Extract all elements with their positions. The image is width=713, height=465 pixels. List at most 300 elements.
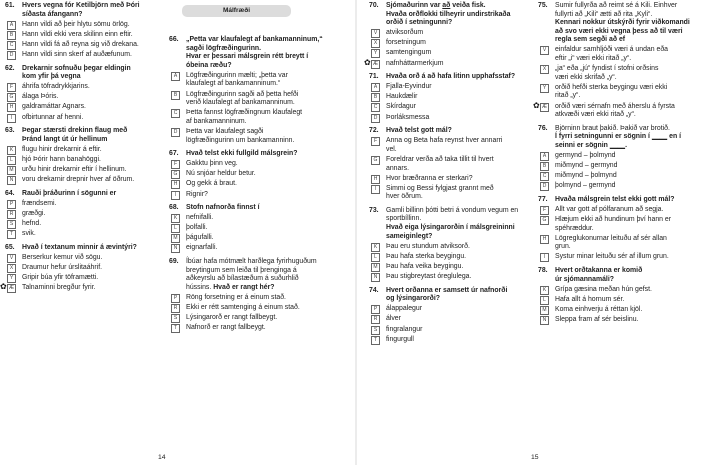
answer-option[interactable] xyxy=(538,296,710,305)
answer-text: Lögfræðingurinn mælti; „þetta var klaufalegt af bankamanninum.“ xyxy=(186,71,288,88)
answer-option[interactable] xyxy=(5,51,165,60)
question-header xyxy=(5,127,165,136)
answer-letter-box[interactable]: X xyxy=(7,264,16,273)
question xyxy=(533,2,710,120)
answer-letter-box[interactable]: S xyxy=(171,314,180,323)
answer-text: orðið væri sérnafn með áherslu á fyrsta atkvæði væri ekki ritað „y“. xyxy=(555,102,675,119)
answer-letter-box[interactable]: D xyxy=(7,51,16,60)
answer-letter-box[interactable]: S xyxy=(7,220,16,229)
answer-option[interactable] xyxy=(369,305,534,314)
answer-letter-box[interactable]: V xyxy=(371,29,380,38)
answer-letter-box[interactable]: A xyxy=(7,21,16,30)
answer-letter-box[interactable]: M xyxy=(7,166,16,175)
answer-marker xyxy=(538,306,555,314)
answer-letter-box[interactable]: X xyxy=(540,65,549,74)
answer-marker xyxy=(5,166,22,174)
answer-letter-box[interactable]: Æ xyxy=(373,60,378,67)
answer-marker xyxy=(5,176,22,184)
question xyxy=(5,190,165,239)
question-text: Gamli billinn þótti betri á vondum vegum en xyxy=(386,206,519,214)
answer-text: hefnd. xyxy=(22,219,42,227)
answer-text: einfaldur samhljóði væri á undan eða eftir „i“ væri ekki ritað „y“. xyxy=(555,46,668,63)
answer-letter-box[interactable]: M xyxy=(371,263,380,272)
question-text: Hvers vegna fór Ketilbjörn með Þóri xyxy=(22,2,140,9)
answer-letter-box[interactable]: G xyxy=(540,216,549,225)
answer-letter-box[interactable]: H xyxy=(540,235,549,244)
answer-option[interactable] xyxy=(538,235,710,252)
answer-option[interactable] xyxy=(5,176,165,185)
answer-letter-box[interactable]: K xyxy=(171,214,180,223)
question-header xyxy=(369,2,534,11)
answer-text: Hafa allt á hornum sér. xyxy=(555,295,625,303)
question-number: 62. xyxy=(5,64,15,72)
answer-option[interactable] xyxy=(5,41,165,50)
answer-option[interactable] xyxy=(5,146,165,155)
answer-letter-box[interactable]: A xyxy=(540,152,549,161)
answer-marker xyxy=(369,93,386,101)
question-text-line: hússins. Hvað er rangt hér? xyxy=(186,283,275,291)
question-number: 72. xyxy=(369,127,379,135)
answer-option[interactable] xyxy=(538,206,710,215)
answer-letter-box[interactable]: F xyxy=(371,137,380,146)
question-text: Hvert orðtakanna er komið xyxy=(555,267,643,275)
answer-letter-box[interactable]: C xyxy=(171,109,180,118)
answer-option[interactable] xyxy=(169,234,349,243)
answer-option[interactable] xyxy=(169,191,349,200)
answer-text: Þorláksmessa xyxy=(386,113,430,121)
answer-option[interactable] xyxy=(538,84,710,101)
question-header xyxy=(538,267,710,276)
question-number: 67. xyxy=(169,150,179,158)
question xyxy=(5,65,165,123)
question-number: 64. xyxy=(5,189,15,197)
answer-text: nefnifalli. xyxy=(186,214,214,222)
answer-marker xyxy=(0,282,22,292)
answer-option[interactable] xyxy=(369,253,534,262)
answer-option[interactable] xyxy=(369,93,534,102)
left-page xyxy=(0,0,356,465)
answer-marker xyxy=(369,263,386,271)
answer-letter-box[interactable]: N xyxy=(171,244,180,253)
answer-text: þágufalli. xyxy=(186,234,214,242)
answer-option[interactable] xyxy=(169,314,349,323)
answer-option[interactable] xyxy=(169,294,349,303)
answer-option[interactable] xyxy=(5,254,165,263)
answer-option[interactable] xyxy=(169,304,349,313)
question-text-line: sportbíllinn. xyxy=(386,215,422,223)
answer-option[interactable] xyxy=(369,185,534,202)
answer-letter-box[interactable]: L xyxy=(540,296,549,305)
answer-marker xyxy=(169,191,186,199)
question-header xyxy=(5,190,165,199)
answer-option[interactable] xyxy=(5,21,165,30)
answer-option[interactable] xyxy=(0,282,165,293)
answer-option[interactable] xyxy=(169,109,349,126)
answer-marker xyxy=(369,39,386,47)
answer-letter-box[interactable]: D xyxy=(171,128,180,137)
answer-option[interactable] xyxy=(5,156,165,165)
question-text: Íbúar hafa mótmælt harðlega fyrirhuguðum xyxy=(186,258,317,266)
answer-marker xyxy=(5,200,22,208)
answer-letter-box[interactable]: P xyxy=(371,305,380,314)
answer-letter-box[interactable]: V xyxy=(540,46,549,55)
question-number: 73. xyxy=(369,206,379,214)
answer-letter-box[interactable]: K xyxy=(540,286,549,295)
answer-option[interactable] xyxy=(369,315,534,324)
answer-letter-box[interactable]: R xyxy=(171,304,180,313)
answer-letter-box[interactable]: T xyxy=(7,230,16,239)
answer-text: þolmynd – germynd xyxy=(555,182,616,190)
answer-marker xyxy=(5,31,22,39)
answer-letter-box[interactable]: P xyxy=(171,294,180,303)
answer-marker xyxy=(538,216,555,224)
answer-letter-box[interactable]: I xyxy=(7,114,16,123)
answer-letter-box[interactable]: Æ xyxy=(9,285,14,292)
answer-text: Systur minar leituðu sér af illum grun. xyxy=(555,253,669,261)
question-number: 76. xyxy=(538,124,548,132)
answer-text: Þau hafa veika beygingu. xyxy=(386,262,464,270)
answer-option[interactable] xyxy=(169,128,349,145)
answer-option[interactable] xyxy=(169,170,349,179)
answer-marker xyxy=(5,83,22,91)
answer-letter-box[interactable]: B xyxy=(371,93,380,102)
answer-text: Hann vildi ekki vera skilinn einn eftir. xyxy=(22,30,133,38)
answer-option[interactable] xyxy=(169,324,349,333)
question xyxy=(169,258,349,333)
right-column-1 xyxy=(364,2,534,349)
answer-option[interactable] xyxy=(169,214,349,223)
answer-text: voru drekarnir drepnir hver af öðrum. xyxy=(22,176,135,184)
answer-letter-box[interactable]: X xyxy=(371,39,380,48)
answer-letter-box[interactable]: P xyxy=(7,200,16,209)
answer-letter-box[interactable]: F xyxy=(171,160,180,169)
answer-letter-box[interactable]: D xyxy=(371,114,380,123)
answer-marker xyxy=(538,253,555,261)
answer-marker xyxy=(5,156,22,164)
answer-marker xyxy=(369,326,386,334)
star-icon: ✿ xyxy=(533,100,540,110)
answer-marker xyxy=(5,21,22,29)
section-badge: Málfræði xyxy=(182,5,291,17)
answer-letter-box[interactable]: Y xyxy=(371,49,380,58)
question-header xyxy=(169,36,349,45)
question-text-line: og lýsingarorði? xyxy=(386,295,440,303)
answer-text: samtengingum xyxy=(386,49,432,57)
question xyxy=(5,127,165,185)
question-text: Hvaða orð á að hafa litinn upphafsstaf? xyxy=(386,73,516,81)
answer-text: Þau hafa sterka beygingu. xyxy=(386,252,467,260)
answer-letter-box[interactable]: A xyxy=(371,83,380,92)
left-column-2 xyxy=(169,36,349,338)
answer-letter-box[interactable]: G xyxy=(371,156,380,165)
question-number: 69. xyxy=(169,258,179,266)
question xyxy=(5,2,165,60)
answer-option[interactable] xyxy=(364,57,534,69)
question xyxy=(538,125,710,191)
question xyxy=(369,287,534,345)
question xyxy=(538,196,710,262)
answer-text: Ekki er rétt samtenging á einum stað. xyxy=(186,304,300,312)
answer-option[interactable] xyxy=(538,162,710,171)
answer-option[interactable] xyxy=(538,182,710,191)
answer-text: flugu hinir drekarnir á eftir. xyxy=(22,145,102,153)
answer-marker xyxy=(369,156,386,164)
answer-option[interactable] xyxy=(369,137,534,154)
answer-option[interactable] xyxy=(169,244,349,253)
answer-text: Þetta var klaufalegt sagði lögfræðingurinn um bankamanninn. xyxy=(186,127,295,144)
question-text-line: sagði lögfræðingurinn. xyxy=(186,44,262,52)
answer-letter-box[interactable]: K xyxy=(371,243,380,252)
answer-text: Allt var gott af pólfaranum að segja. xyxy=(555,205,664,213)
question-text-line: Hvað eiga lýsingarorðin í málsgreininni xyxy=(386,224,515,232)
answer-marker xyxy=(169,109,186,117)
question-header xyxy=(369,207,534,216)
answer-letter-box[interactable]: N xyxy=(371,273,380,282)
answer-option[interactable] xyxy=(369,114,534,123)
answer-text: álappalegur xyxy=(386,305,423,313)
answer-option[interactable] xyxy=(5,200,165,209)
question-text-line: Hvaða orðflokki tilheyrir undirstrikaða xyxy=(386,10,511,18)
answer-text: Nú snjóar heldur betur. xyxy=(186,170,256,178)
answer-marker xyxy=(169,91,186,99)
question-number: 68. xyxy=(169,204,179,212)
answer-letter-box[interactable]: T xyxy=(171,324,180,333)
answer-text: Lýsingarorð er rangt fallbeygt. xyxy=(186,314,278,322)
question-text-line: aðkeyrslu að bílastæðum á suðurhlið xyxy=(186,275,299,283)
answer-option[interactable] xyxy=(169,160,349,169)
question-text: Hvaða málsgrein telst ekki gott mál? xyxy=(555,195,675,203)
answer-letter-box[interactable]: A xyxy=(171,72,180,81)
question-header xyxy=(169,150,349,159)
answer-option[interactable] xyxy=(369,156,534,173)
answer-letter-box[interactable]: F xyxy=(7,83,16,92)
answer-marker xyxy=(369,103,386,111)
answer-option[interactable] xyxy=(369,326,534,335)
answer-option[interactable] xyxy=(5,264,165,273)
answer-marker xyxy=(538,172,555,180)
question-header xyxy=(5,2,165,11)
answer-option[interactable] xyxy=(538,316,710,325)
answer-marker xyxy=(538,206,555,214)
answer-marker xyxy=(538,286,555,294)
question-header xyxy=(369,73,534,82)
answer-option[interactable] xyxy=(169,180,349,189)
answer-letter-box[interactable]: V xyxy=(7,254,16,263)
question-text: Stofn nafnorða finnst í xyxy=(186,204,260,212)
answer-marker xyxy=(5,93,22,101)
answer-option[interactable] xyxy=(5,210,165,219)
answer-option[interactable] xyxy=(5,166,165,175)
answer-marker xyxy=(169,224,186,232)
answer-letter-box[interactable]: C xyxy=(540,172,549,181)
answer-option[interactable] xyxy=(369,243,534,252)
question-text-line: úr sjómannamáli? xyxy=(555,275,614,283)
answer-option[interactable] xyxy=(369,175,534,184)
question-text-line: breytingum sem leiða til þrenginga á xyxy=(186,266,297,274)
answer-marker xyxy=(169,244,186,252)
question-text: Hvað telst ekki fullgild málsgrein? xyxy=(186,150,298,158)
answer-letter-box[interactable]: M xyxy=(171,234,180,243)
answer-option[interactable] xyxy=(369,336,534,345)
question-text: Björninn braut þakið. Þakið var brotið. xyxy=(555,124,670,132)
answer-letter-box[interactable]: S xyxy=(371,326,380,335)
answer-letter-box[interactable]: C xyxy=(371,103,380,112)
question-text-line: seinni er sögnin ____. xyxy=(555,141,628,149)
answer-marker xyxy=(169,324,186,332)
answer-text: græðgi. xyxy=(22,209,46,217)
question-text-line: síðasta áfangann? xyxy=(22,10,83,18)
answer-letter-box[interactable]: I xyxy=(171,191,180,200)
answer-option[interactable] xyxy=(5,274,165,283)
answer-letter-box[interactable]: R xyxy=(371,315,380,324)
answer-marker xyxy=(369,49,386,57)
answer-text: Hann vildi fá að reyna sig við drekana. xyxy=(22,40,139,48)
answer-text: frændsemi. xyxy=(22,199,57,207)
question-header xyxy=(369,287,534,296)
answer-option[interactable] xyxy=(5,93,165,102)
answer-option[interactable] xyxy=(369,39,534,48)
answer-letter-box[interactable]: L xyxy=(371,253,380,262)
question-header xyxy=(169,258,349,267)
answer-letter-box[interactable]: R xyxy=(7,210,16,219)
answer-letter-box[interactable]: Y xyxy=(540,84,549,93)
answer-letter-box[interactable]: B xyxy=(540,162,549,171)
answer-marker xyxy=(169,170,186,178)
answer-letter-box[interactable]: Æ xyxy=(542,103,547,110)
question-number: 75. xyxy=(538,2,548,9)
answer-letter-box[interactable]: N xyxy=(7,176,16,185)
answer-option[interactable] xyxy=(5,220,165,229)
answer-option[interactable] xyxy=(538,152,710,161)
question-text-line: Hvar er þessari málsgrein rétt breytt í xyxy=(186,53,309,61)
answer-option[interactable] xyxy=(169,224,349,233)
question-number: 74. xyxy=(369,286,379,294)
answer-letter-box[interactable]: L xyxy=(7,156,16,165)
question-text-line: Þránd langt út úr hellinum xyxy=(22,135,108,143)
answer-option[interactable] xyxy=(538,65,710,82)
star-icon: ✿ xyxy=(364,57,371,67)
answer-letter-box[interactable]: C xyxy=(7,41,16,50)
question xyxy=(369,127,534,202)
answer-letter-box[interactable]: I xyxy=(540,253,549,262)
answer-option[interactable] xyxy=(538,172,710,181)
answer-text: Fjalla-Eyvindur xyxy=(386,83,432,91)
answer-option[interactable] xyxy=(369,29,534,38)
left-column-1 xyxy=(0,2,165,298)
answer-letter-box[interactable]: G xyxy=(171,170,180,179)
answer-letter-box[interactable]: B xyxy=(171,91,180,100)
question-text: Þegar stærsti drekinn flaug með xyxy=(22,127,128,135)
answer-text: álaga Þóris. xyxy=(22,93,59,101)
answer-letter-box[interactable]: T xyxy=(371,336,380,345)
answer-option[interactable] xyxy=(369,273,534,282)
answer-letter-box[interactable]: L xyxy=(171,224,180,233)
answer-option[interactable] xyxy=(538,216,710,233)
answer-text: Grípa gæsina meðan hún gefst. xyxy=(555,285,652,293)
answer-option[interactable] xyxy=(533,100,710,120)
answer-text: álver xyxy=(386,315,401,323)
answer-option[interactable] xyxy=(5,230,165,239)
answer-marker xyxy=(169,72,186,80)
question-header xyxy=(538,2,710,11)
question-text: Hvað í textanum minnir á ævintýri? xyxy=(22,243,137,251)
answer-option[interactable] xyxy=(5,83,165,92)
question-text-line: sameiginlegt? xyxy=(386,232,433,240)
answer-option[interactable] xyxy=(538,286,710,295)
answer-marker xyxy=(169,214,186,222)
question-text: „Petta var klaufalegt af bankamanninum,“ xyxy=(186,36,323,43)
question-text-line: Í fyrri setningunni er sögnin í ____ en í xyxy=(555,133,681,141)
answer-option[interactable] xyxy=(369,83,534,92)
answer-letter-box[interactable]: D xyxy=(540,182,549,191)
answer-marker xyxy=(5,103,22,111)
answer-option[interactable] xyxy=(5,114,165,123)
answer-text: Skírdagur xyxy=(386,103,416,111)
answer-text: Þetta fannst lögfræðingnum klaufalegt af bankamanninum. xyxy=(186,109,303,125)
question-text-line: Kennari nokkur útskýrði fyrir viðkomandi xyxy=(555,19,690,27)
answer-text: hjó Þórir hann banahöggi. xyxy=(22,155,101,163)
answer-marker xyxy=(538,65,555,73)
answer-text: Anna og Beta hafa reynst hver annarri vel. xyxy=(386,137,503,153)
answer-marker xyxy=(5,51,22,59)
answer-letter-box[interactable]: H xyxy=(7,103,16,112)
answer-marker xyxy=(369,315,386,323)
answer-marker xyxy=(369,243,386,251)
question-number: 70. xyxy=(369,2,379,9)
answer-text: Lögreglukonurnar leituðu af sér allan grun. xyxy=(555,234,667,251)
answer-letter-box[interactable]: Y xyxy=(7,274,16,283)
question xyxy=(169,36,349,145)
answer-letter-box[interactable]: H xyxy=(171,180,180,189)
answer-option[interactable] xyxy=(369,263,534,272)
answer-letter-box[interactable]: K xyxy=(7,146,16,155)
answer-marker xyxy=(5,254,22,262)
answer-text: forsetningum xyxy=(386,39,426,47)
answer-text: Koma einhverju á réttan kjöl. xyxy=(555,305,643,313)
answer-text: áhrifa töfradrykkjarins. xyxy=(22,83,90,91)
answer-letter-box[interactable]: N xyxy=(540,316,549,325)
answer-option[interactable] xyxy=(169,72,349,89)
answer-marker xyxy=(533,100,555,111)
question xyxy=(169,150,349,199)
answer-marker xyxy=(5,264,22,272)
answer-text: Simmi og Bessi fylgjast grannt með hver öðrum. xyxy=(386,184,494,201)
answer-option[interactable] xyxy=(369,49,534,58)
answer-letter-box[interactable]: B xyxy=(7,31,16,40)
answer-marker xyxy=(538,296,555,304)
answer-letter-box[interactable]: G xyxy=(7,93,16,102)
answer-marker xyxy=(538,182,555,190)
answer-option[interactable] xyxy=(538,46,710,63)
answer-letter-box[interactable]: M xyxy=(540,306,549,315)
answer-option[interactable] xyxy=(538,306,710,315)
answer-option[interactable] xyxy=(5,31,165,40)
question-text-line: orðið í setningunni? xyxy=(386,19,453,27)
answer-option[interactable] xyxy=(369,103,534,112)
question-number: 71. xyxy=(369,73,379,81)
answer-text: Þau stigbreytast óreglulega. xyxy=(386,273,472,281)
answer-option[interactable] xyxy=(538,253,710,262)
answer-letter-box[interactable]: H xyxy=(371,175,380,184)
question xyxy=(364,2,534,68)
answer-option[interactable] xyxy=(5,103,165,112)
answer-option[interactable] xyxy=(169,91,349,108)
answer-text: fingralangur xyxy=(386,325,423,333)
answer-letter-box[interactable]: F xyxy=(540,206,549,215)
answer-text: Rignir? xyxy=(186,190,208,198)
answer-marker xyxy=(5,114,22,122)
answer-letter-box[interactable]: I xyxy=(371,185,380,194)
